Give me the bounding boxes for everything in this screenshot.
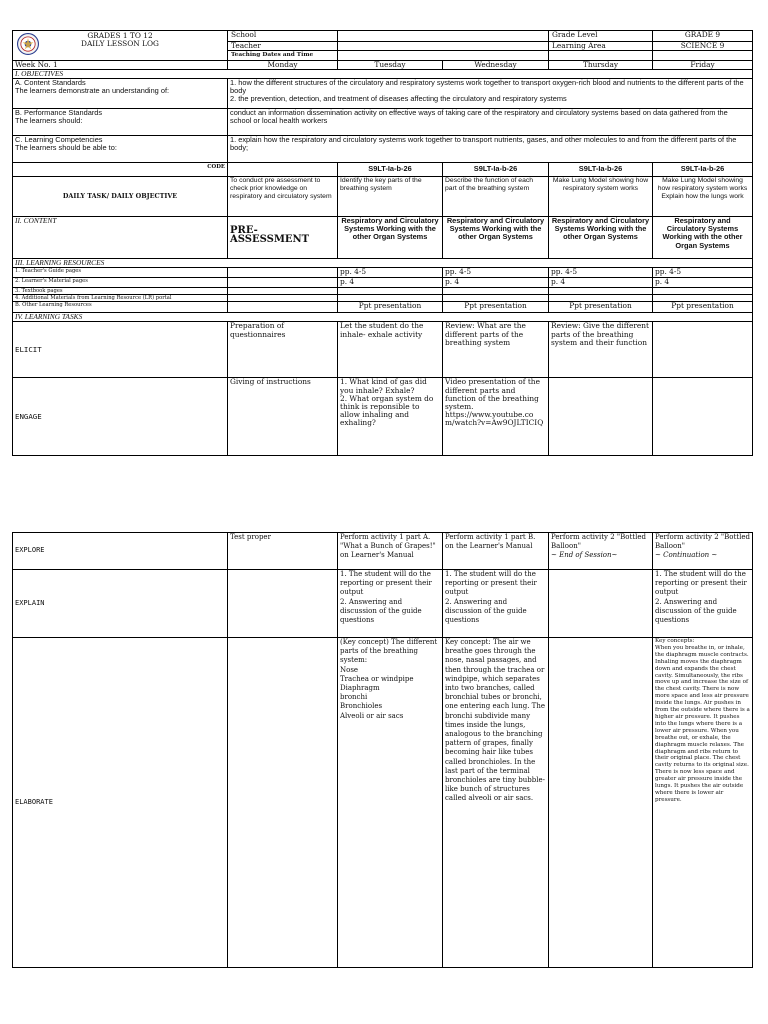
day-friday: Friday bbox=[653, 60, 753, 69]
tg-monday bbox=[228, 268, 338, 278]
lm-friday: p. 4 bbox=[653, 278, 753, 288]
elicit-label: ELICIT bbox=[13, 322, 228, 378]
log-title-line2: DAILY LESSON LOG bbox=[81, 39, 159, 49]
engage-friday bbox=[653, 378, 753, 456]
explain-friday: 1. The student will do the reporting or present their output 2. Answering and discussion of the guide questions bbox=[653, 570, 753, 638]
content-standards-text: 1. how the different structures of the circulatory and respiratory systems work together to transport oxygen-rich blood and nutrients to the different parts of the body 2. the prevention, detection, and treatment of diseases affecting the circulatory and respiratory systems bbox=[228, 79, 753, 109]
other-thursday: Ppt presentation bbox=[549, 302, 653, 313]
engage-tuesday: 1. What kind of gas did you inhale? Exhale? 2. What organ system do think is reponsible to allow inhaling and exhaling? bbox=[338, 378, 443, 456]
lesson-log-table-bottom bbox=[12, 532, 753, 968]
daily-task-friday-1: Make Lung Model showing how respiratory system works bbox=[657, 177, 748, 192]
content-friday: Respiratory and Circulatory Systems Working with the other Organ Systems bbox=[653, 217, 753, 259]
lr-thursday bbox=[549, 295, 653, 302]
other-wednesday: Ppt presentation bbox=[443, 302, 549, 313]
grade-value: GRADE 9 bbox=[653, 31, 753, 42]
lr-wednesday bbox=[443, 295, 549, 302]
lm-wednesday: p. 4 bbox=[443, 278, 549, 288]
log-title-cell bbox=[13, 31, 228, 61]
explore-wednesday: Perform activity 1 part B. on the Learner's Manual bbox=[443, 533, 549, 570]
elicit-friday bbox=[653, 322, 753, 378]
explain-tuesday: 1. The student will do the reporting or present their output 2. Answering and discussion of the guide questions bbox=[338, 570, 443, 638]
tb-thursday bbox=[549, 288, 653, 295]
daily-task-tuesday: Identify the key parts of the breathing system bbox=[338, 177, 443, 217]
content-monday: PRE- ASSESSMENT bbox=[228, 217, 338, 259]
dates-label: Teaching Dates and Time bbox=[228, 51, 338, 60]
area-value: SCIENCE 9 bbox=[653, 42, 753, 51]
lm-tuesday: p. 4 bbox=[338, 278, 443, 288]
day-thursday: Thursday bbox=[549, 60, 653, 69]
explore-label: EXPLORE bbox=[13, 533, 228, 570]
other-friday: Ppt presentation bbox=[653, 302, 753, 313]
explore-friday bbox=[653, 533, 753, 570]
code-label: CODE bbox=[13, 163, 228, 177]
day-tuesday: Tuesday bbox=[338, 60, 443, 69]
explain-monday bbox=[228, 570, 338, 638]
code-wednesday: S9LT-Ia-b-26 bbox=[443, 163, 549, 177]
explain-label: EXPLAIN bbox=[13, 570, 228, 638]
explore-friday-1: Perform activity 2 "Bottled Balloon" bbox=[655, 533, 750, 551]
engage-monday: Giving of instructions bbox=[228, 378, 338, 456]
engage-thursday bbox=[549, 378, 653, 456]
performance-standards-cell bbox=[13, 109, 228, 136]
other-monday bbox=[228, 302, 338, 313]
tb-wednesday bbox=[443, 288, 549, 295]
lm-monday bbox=[228, 278, 338, 288]
tb-friday bbox=[653, 288, 753, 295]
explore-tuesday: Perform activity 1 part A. "What a Bunch of Grapes!" on Learner's Manual bbox=[338, 533, 443, 570]
elaborate-friday: Key concepts: When you breathe in, or inhale, the diaphragm muscle contracts. Inhaling moves the diaphragm down and expands the chest cavity. Simultaneously, the ribs move up and increase the size of the chest cavity. There is now more space and less air pressure inside the lungs. Air pushes in from the outside where there is a higher air pressure. It pushes into the lungs where there is a lower air pressure. When you breathe out, or exhale, the diaphragm muscle relaxes. The diaphragm and ribs return to their original place. The chest cavity returns to its original size. There is now less space and greater air pressure inside the lungs. It pushes the air outside where there is lower air pressure. bbox=[653, 638, 753, 968]
engage-label: ENGAGE bbox=[13, 378, 228, 456]
explore-friday-2: ~ Continuation ~ bbox=[655, 551, 718, 560]
explain-thursday bbox=[549, 570, 653, 638]
daily-task-label: DAILY TASK/ DAILY OBJECTIVE bbox=[13, 177, 228, 217]
resources-heading: III. LEARNING RESOURCES bbox=[13, 259, 753, 268]
elaborate-thursday bbox=[549, 638, 653, 968]
week-number: Week No. 1 bbox=[13, 60, 228, 69]
deped-seal-icon bbox=[17, 33, 39, 55]
other-tuesday: Ppt presentation bbox=[338, 302, 443, 313]
elicit-thursday: Review: Give the different parts of the breathing system and their function bbox=[549, 322, 653, 378]
grade-label: Grade Level bbox=[549, 31, 653, 42]
content-standards-label: A. Content Standards bbox=[15, 78, 86, 87]
teacher-label: Teacher bbox=[228, 42, 338, 51]
tg-tuesday: pp. 4-5 bbox=[338, 268, 443, 278]
content-wednesday: Respiratory and Circulatory Systems Working with the other Organ Systems bbox=[443, 217, 549, 259]
teacher-value bbox=[338, 42, 549, 51]
daily-task-friday bbox=[653, 177, 753, 217]
daily-task-monday: To conduct pre assessment to check prior knowledge on respiratory and circulatory system bbox=[228, 177, 338, 217]
daily-task-friday-2: Explain how the lungs work bbox=[661, 193, 744, 200]
code-tuesday: S9LT-Ia-b-26 bbox=[338, 163, 443, 177]
tg-thursday: pp. 4-5 bbox=[549, 268, 653, 278]
tasks-heading: IV. LEARNING TASKS bbox=[13, 313, 753, 322]
competencies-text: 1. explain how the respiratory and circulatory systems work together to transport nutrients, gases, and other molecules to and from the different parts of the body; bbox=[228, 136, 753, 163]
resource-row-other: B. Other Learning Resources bbox=[13, 302, 228, 313]
content-standards-desc: The learners demonstrate an understanding of: bbox=[15, 86, 170, 96]
quarter-label bbox=[549, 51, 653, 60]
elaborate-tuesday: (Key concept) The different parts of the breathing system: Nose Trachea or windpipe Diaphragm bronchi Bronchioles Alveoli or air sacs bbox=[338, 638, 443, 968]
resource-row-tg: 1. Teacher's Guide pages bbox=[13, 268, 228, 278]
explain-wednesday: 1. The student will do the reporting or present their output 2. Answering and discussion of the guide questions bbox=[443, 570, 549, 638]
performance-standards-label: B. Performance Standards bbox=[15, 108, 103, 117]
objectives-heading: I. OBJECTIVES bbox=[13, 69, 753, 78]
content-standards-cell bbox=[13, 79, 228, 109]
dates-value bbox=[338, 51, 549, 60]
daily-task-thursday: Make Lung Model showing how respiratory system works bbox=[549, 177, 653, 217]
competencies-desc: The learners should be able to: bbox=[15, 143, 117, 153]
code-monday bbox=[228, 163, 338, 177]
content-heading: II. CONTENT bbox=[13, 217, 228, 259]
daily-task-wednesday: Describe the function of each part of the breathing system bbox=[443, 177, 549, 217]
tb-monday bbox=[228, 288, 338, 295]
content-thursday: Respiratory and Circulatory Systems Working with the other Organ Systems bbox=[549, 217, 653, 259]
elicit-tuesday: Let the student do the inhale- exhale activity bbox=[338, 322, 443, 378]
resource-row-textbook: 3. Textbook pages bbox=[13, 288, 228, 295]
lr-monday bbox=[228, 295, 338, 302]
tg-friday: pp. 4-5 bbox=[653, 268, 753, 278]
elicit-wednesday: Review: What are the different parts of the breathing system bbox=[443, 322, 549, 378]
explore-thursday-1: Perform activity 2 "Bottled Balloon" bbox=[551, 533, 646, 551]
lesson-log-table-top bbox=[12, 30, 753, 456]
learning-competencies-cell bbox=[13, 136, 228, 163]
elaborate-wednesday: Key concept: The air we breathe goes through the nose, nasal passages, and then through the trachea or windpipe, which separates into two branches, called bronchial tubes or bronchi, one entering each lung. The bronchi subdivide many times inside the lungs, analogous to the branching pattern of grapes, finally becoming hair like tubes called bronchioles. In the last part of the terminal bronchioles are tiny bubble-like bunch of structures called alveoli or air sacs. bbox=[443, 638, 549, 968]
explore-thursday-2: ~ End of Session~ bbox=[551, 551, 618, 560]
code-thursday: S9LT-Ia-b-26 bbox=[549, 163, 653, 177]
explore-monday: Test proper bbox=[228, 533, 338, 570]
tg-wednesday: pp. 4-5 bbox=[443, 268, 549, 278]
engage-wednesday: Video presentation of the different parts and function of the breathing system. https://www.youtube.co m/watch?v=Aw9OJLTICIQ bbox=[443, 378, 549, 456]
tb-tuesday bbox=[338, 288, 443, 295]
elaborate-monday bbox=[228, 638, 338, 968]
school-value bbox=[338, 31, 549, 42]
lr-friday bbox=[653, 295, 753, 302]
code-friday: S9LT-Ia-b-26 bbox=[653, 163, 753, 177]
explore-thursday bbox=[549, 533, 653, 570]
day-monday: Monday bbox=[228, 60, 338, 69]
school-label: School bbox=[228, 31, 338, 42]
resource-row-lm: 2. Learner's Material pages bbox=[13, 278, 228, 288]
lr-tuesday bbox=[338, 295, 443, 302]
lm-thursday: p. 4 bbox=[549, 278, 653, 288]
elaborate-label: ELABORATE bbox=[13, 638, 228, 968]
performance-standards-desc: The learners should: bbox=[15, 116, 83, 126]
performance-standards-text: conduct an information dissemination activity on effective ways of taking care of the respiratory and circulatory systems based on data gathered from the school or local health workers bbox=[228, 109, 753, 136]
quarter-value bbox=[653, 51, 753, 60]
content-tuesday: Respiratory and Circulatory Systems Working with the other Organ Systems bbox=[338, 217, 443, 259]
resource-row-lr-portal: 4. Additional Materials from Learning Resource (LR) portal bbox=[13, 295, 228, 302]
competencies-label: C. Learning Competencies bbox=[15, 135, 103, 144]
day-wednesday: Wednesday bbox=[443, 60, 549, 69]
elicit-monday: Preparation of questionnaires bbox=[228, 322, 338, 378]
area-label: Learning Area bbox=[549, 42, 653, 51]
log-title-line1: GRADES 1 TO 12 bbox=[87, 31, 153, 40]
